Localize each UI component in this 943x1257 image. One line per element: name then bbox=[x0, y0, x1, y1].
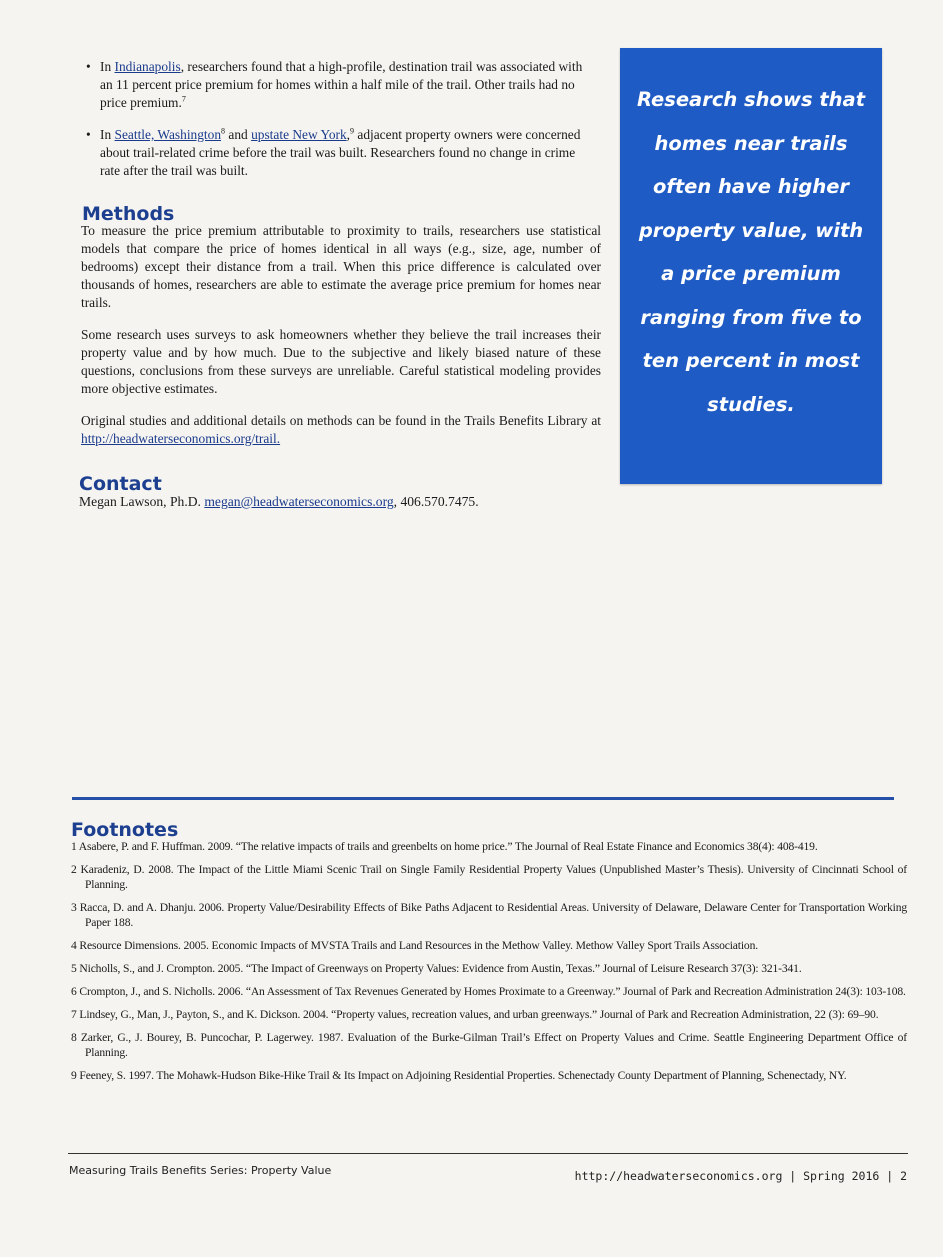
contact-heading: Contact bbox=[79, 473, 162, 495]
trails-library-link[interactable]: http://headwaterseconomics.org/trail. bbox=[81, 431, 281, 446]
methods-paragraph-3: Original studies and additional details on methods can be found in the Trails Benefits Library at http://headwaterseconomics.org/trail. bbox=[81, 413, 601, 446]
footer-series-title: Measuring Trails Benefits Series: Property Value bbox=[69, 1164, 332, 1177]
footer-url-page: http://headwaterseconomics.org | Spring 2016 | 2 bbox=[574, 1169, 907, 1183]
findings-list bbox=[86, 58, 596, 194]
footnote-item: 2 Karadeniz, D. 2008. The Impact of the Little Miami Scenic Trail on Single Family Residential Property Values (Unpublished Master’s Thesis). University of Cincinnati School of Planning. bbox=[71, 863, 907, 891]
finding-indianapolis: • In Indianapolis, researchers found that a high-profile, destination trail was associated with an 11 percent price premium for homes within a half mile of the trail. Other trails had no price premium.$^7$ bbox=[86, 59, 583, 110]
footnote-item: 5 Nicholls, S., and J. Crompton. 2005. “The Impact of Greenways on Property Values: Evidence from Austin, Texas.” Journal of Leisure Research 37(3): 321-341. bbox=[71, 962, 802, 975]
callout-box bbox=[620, 48, 882, 484]
bullet-icon: • bbox=[86, 59, 91, 74]
footnote-item: 7 Lindsey, G., Man, J., Payton, S., and K. Dickson. 2004. “Property values, recreation values, and urban greenways.” Journal of Park and Recreation Administration, 22 (3): 69–90. bbox=[71, 1008, 879, 1021]
footnote-item: 3 Racca, D. and A. Dhanju. 2006. Property Value/Desirability Effects of Bike Paths Adjacent to Residential Areas. University of Delaware, Delaware Center for Transportation Working Paper 188. bbox=[71, 901, 907, 929]
methods-heading: Methods bbox=[82, 203, 175, 225]
bullet-icon: • bbox=[86, 127, 91, 142]
contact-email-link[interactable]: megan@headwaterseconomics.org bbox=[204, 494, 394, 509]
footnotes-heading: Footnotes bbox=[71, 819, 179, 841]
footnote-ref: 7 bbox=[181, 94, 186, 104]
footnote-ref: 9 bbox=[350, 126, 355, 136]
footnote-item: 9 Feeney, S. 1997. The Mohawk-Hudson Bike-Hike Trail & Its Impact on Adjoining Residential Properties. Schenectady County Department of Planning, Schenectady, NY. bbox=[71, 1069, 847, 1082]
upstate-new-york-link[interactable]: upstate New York bbox=[251, 127, 347, 142]
contact-line: Megan Lawson, Ph.D. megan@headwaterseconomics.org, 406.570.7475. bbox=[79, 494, 479, 509]
section-divider bbox=[72, 797, 894, 800]
footnote-item: 1 Asabere, P. and F. Huffman. 2009. “The relative impacts of trails and greenbelts on home price.” The Journal of Real Estate Finance and Economics 38(4): 408-419. bbox=[71, 840, 818, 853]
finding-seattle: • In Seattle, Washington$^8$ and upstate New York,$^9$ adjacent property owners were concerned about trail-related crime before the trail was built. Researchers found no change in crime rate after the trail was built. bbox=[86, 126, 581, 178]
footnotes-list bbox=[71, 839, 907, 1091]
indianapolis-link[interactable]: Indianapolis bbox=[114, 59, 181, 74]
footer-divider bbox=[68, 1153, 908, 1154]
footnote-item: 4 Resource Dimensions. 2005. Economic Impacts of MVSTA Trails and Land Resources in the Methow Valley. Methow Valley Sport Trails Association. bbox=[71, 939, 758, 952]
footnote-item: 6 Crompton, J., and S. Nicholls. 2006. “An Assessment of Tax Revenues Generated by Homes Proximate to a Greenway.” Journal of Park and Recreation Administration 24(3): 103-108. bbox=[71, 985, 906, 998]
seattle-link[interactable]: Seattle, Washington bbox=[114, 127, 222, 142]
footnote-item: 8 Zarker, G., J. Bourey, B. Puncochar, P. Lagerwey. 1987. Evaluation of the Burke-Gilman Trail’s Effect on Property Values and Crime. Seattle Engineering Department Office of Planning. bbox=[71, 1031, 907, 1059]
methods-paragraph-2: Some research uses surveys to ask homeowners whether they believe the trail increases their property value and by how much. Due to the subjective and likely biased nature of these questions, conclusions from these surveys are unreliable. Careful statistical modeling provides more objective estimates. bbox=[81, 327, 601, 396]
methods-paragraph-1: To measure the price premium attributable to proximity to trails, researchers use statistical models that compare the price of homes identical in all ways (e.g., size, age, number of bedrooms) except their distance from a trail. When this price difference is calculated over thousands of homes, researchers are able to estimate the average price premium for homes near trails. bbox=[81, 223, 601, 310]
callout-text: Research shows that homes near trails often have higher property value, with a price premium ranging from five to ten percent in most studies. bbox=[636, 88, 866, 416]
footnote-ref: 8 bbox=[221, 126, 226, 136]
